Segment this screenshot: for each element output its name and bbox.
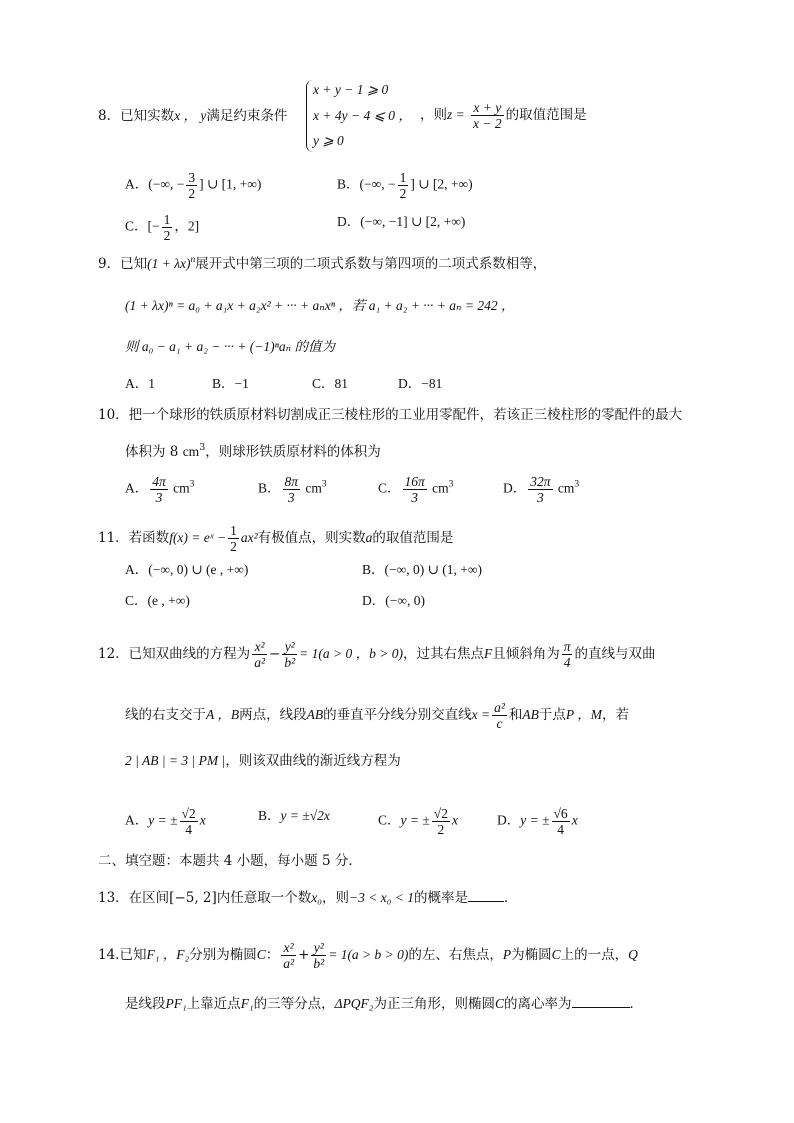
q12-x-eq: x = [471,707,491,722]
q8-option-b[interactable] [337,170,473,201]
q12-opt-a-label: A． [125,812,149,828]
q12-opt-d-pre: y = ± [520,812,550,828]
q14-x-frac [281,940,296,971]
q10-opt-d-num: 32π [530,474,551,489]
q9-line-1 [98,254,546,274]
q12-stem-f: 两点，线段 [239,707,307,723]
q13-end: ． [504,890,518,906]
q12-opt-c-den: 2 [437,822,445,837]
q9-stem-b: 展开式中第三项的二项式系数与第四项的二项式系数相等， [195,256,547,272]
q12-a2: a² [254,655,265,670]
q14-stem-e: 上的一点， [560,947,629,963]
q12-opt-a-pre: y = ± [148,812,178,828]
q14-x2: x² [281,940,296,956]
q12-opt-d-num: √6 [553,806,568,821]
q8-stem-b: 满足约束条件 [206,108,288,124]
q12-opt-c-pre: y = ± [400,812,430,828]
q12-angle-frac [562,639,573,670]
q8-opt-b-pre: B．(−∞, − [337,176,396,192]
q11-var: a [365,530,373,545]
q8-constraint-1: x + y − 1 ⩾ 0 [313,82,389,97]
q9-line-2: (1 + λx)ⁿ = a₀ + a₁x + a₂x² + ··· + aₙxⁿ ，若 a₁ + a₂ + ··· + aₙ = 242 ， [125,298,515,313]
q13-x0: x₀ [311,890,322,905]
q9-stem-a: 9．已知 [98,256,148,272]
q12-opt-a-den: 4 [185,822,192,837]
q8-stem-c: ，则 [420,107,447,123]
q10-opt-d-unit: cm [557,480,575,496]
q8-opt-c-frac [162,212,173,243]
q12-pi: π [563,639,571,654]
q14-stem-f: 是线段 [125,996,166,1012]
q10-opt-d-den: 3 [537,490,544,505]
q8-option-a[interactable] [125,170,261,201]
q12-stem-h: 和 [508,707,523,723]
q12-option-a[interactable] [125,806,206,837]
q13-answer-blank[interactable] [468,887,504,902]
q8-fraction [471,100,504,131]
q8-option-c[interactable] [125,212,199,243]
q13-stem-a: 13．在区间[−5, 2]内任意取一个数 [98,890,312,906]
q11-stem-b: 有极值点，则实数 [257,530,366,546]
q11-stem-c: 的取值范围是 [372,530,454,546]
q9-binomial [147,256,195,271]
q12-opt-d-post: x [571,812,578,828]
q12-stem-e: 线的右支交于 [125,707,206,723]
q8-opt-b-den: 2 [399,186,407,201]
q14-y2: y² [311,940,326,956]
q12-b2: b² [284,655,296,670]
q10-opt-d-frac [528,474,552,505]
q8-frac-num: x + y [471,100,504,116]
q14-line-2 [125,993,643,1014]
q10-opt-c-den: 3 [411,490,419,505]
q12-dir-num: a² [494,700,505,715]
q13-stem-b: ，则 [321,890,349,906]
q12-directrix-frac [492,700,507,731]
q14-stem-a: 14.已知 [98,947,147,963]
q11-stem [98,523,453,554]
q8-stem-d: 的取值范围是 [505,107,587,123]
q8-opt-d-text: D．(−∞, −1] ∪ [2, +∞) [337,214,466,229]
q12-line-1: 12．已知双曲线的方程为 $\frac{\text{x²}}{\text{a²}}$ − $\frac{\text{y²}}{\text{b²}}$ = 1(a > 0 ，b > 0)，过其右焦点F且倾斜角为 $\frac{\pi}{4}$ 的直线与双曲 [98,639,656,670]
q14-end: ． [629,996,644,1012]
q14-colon: ： [265,947,280,963]
q8-stem [98,106,287,126]
q9-option-c[interactable]: C．81 [312,376,349,391]
q14-stem-c: 的左、右焦点， [408,947,503,963]
q10-opt-a-frac [150,474,168,505]
q8-z: z = [447,107,465,122]
q12-segment-ab: AB [306,707,324,722]
q10-volume: 体积为 8 [125,444,179,460]
q12-x2: x² [252,639,267,655]
q8-objective [420,100,587,131]
q14-F1: F₁ [240,996,254,1011]
q10-opt-c-unit: cm [432,480,449,496]
q12-opt-d-den: 4 [557,822,564,837]
q12-opt-d-frac [552,806,570,837]
q12-opt-a-post: x [199,812,206,828]
q10-option-b[interactable]: B． $\frac{8\pi}{3}$ $cm^3$ [258,474,327,505]
q8-opt-a-frac [186,170,197,201]
q14-stem-i: 为正三角形，则椭圆 [373,996,495,1012]
q12-opt-c-num: √2 [433,806,448,821]
q8-opt-c-den: 2 [163,228,171,243]
q14-Q: Q [628,947,638,962]
q10-option-a[interactable]: A． $\frac{4\pi}{3}$ $cm^3$ [125,474,195,505]
q8-opt-b-post: ] ∪ [2, +∞) [410,176,473,192]
q12-y2: y² [282,639,297,655]
q12-stem-b: ，过其右焦点 [402,646,484,662]
q12-line-3 [125,751,401,771]
q8-opt-c-pre: C．[− [125,218,160,234]
q11-option-c[interactable]: C．(e , +∞) [125,593,190,608]
q10-opt-a-num: 4π [152,474,166,489]
q12-opt-a-num: √2 [181,806,196,821]
q12-stem-i: 于点 [538,707,566,723]
q11-frac-num: 1 [230,523,237,538]
q8-constraint-3: y ⩾ 0 [313,133,344,148]
q11-option-d[interactable]: D．(−∞, 0) [362,593,425,608]
q10-option-d[interactable]: D． $\frac{32\pi}{3}$ $cm^3$ [503,474,580,505]
q10-opt-b-den: 3 [287,490,295,505]
q12-condition: 2 | AB | = 3 | PM | [125,753,226,768]
q8-opt-a-post: ] ∪ [1, +∞) [199,176,262,192]
q14-stem-d: 为椭圆 [511,947,552,963]
q12-points-ab: A ，B [206,707,240,722]
q11-stem-a: 11．若函数 [98,530,170,546]
q8-option-d[interactable] [337,212,465,232]
q10-opt-d-label: D． [503,480,527,496]
q14-triangle: ΔPQF₂ [334,996,374,1011]
q10-line-2: 体积为 8 $cm^3$，则球形铁质原材料的体积为 [125,442,381,460]
q10-unit: cm [182,444,200,459]
q14-eq: = 1(a > b > 0) [328,947,409,962]
q8-stem-a: 8．已知实数 [98,108,175,124]
q12-opt-c-label: C． [378,812,401,828]
q8-opt-b-num: 1 [399,170,407,185]
q12-x-frac [252,639,267,670]
q10-opt-b-label: B． [258,480,281,496]
q12-F: F [483,646,493,661]
q12-four: 4 [563,655,571,670]
q10-opt-b-unit: cm [305,480,322,496]
q12-option-d[interactable] [497,806,578,837]
q10-stem-b: ，则球形铁质原材料的体积为 [205,444,381,460]
q10-opt-b-frac [283,474,301,505]
q14-y-frac [311,940,326,971]
q9-binomial-exp: n [190,255,196,265]
q14-stem-j: 的离心率为 [504,996,572,1012]
q8-vars: x ， y [174,108,207,123]
q8-opt-a-den: 2 [188,186,196,201]
q12-eq: = 1(a > 0 ，b > 0) [299,646,403,661]
q8-brace [306,80,313,152]
q12-stem-j: ，若 [602,707,630,723]
q8-opt-b-frac [398,170,409,201]
q9-option-d[interactable]: D．−81 [398,376,443,391]
q12-stem-k: ，则该双曲线的渐近线方程为 [225,753,401,769]
q9-option-b[interactable]: B．−1 [212,376,249,391]
q10-opt-a-den: 3 [155,490,163,505]
q12-y-frac [282,639,297,670]
q14-b2: b² [313,956,325,971]
q10-opt-c-frac [403,474,427,505]
q10-opt-c-num: 16π [404,474,425,489]
question-13 [98,887,518,908]
q14-C-3: C [495,996,505,1011]
q10-opt-a-label: A． [125,480,149,496]
q12-dir-den: c [496,716,503,731]
q12-segment-ab-2: AB [522,707,539,722]
q11-option-a[interactable]: A．(−∞, 0) ∪ (e , +∞) [125,562,249,577]
q11-frac-den: 2 [230,539,237,554]
q8-frac-den: x − 2 [473,116,502,131]
q11-func-tail: ax² [240,530,258,545]
q8-opt-c-num: 1 [163,212,171,227]
q14-C: C [256,947,266,962]
q12-opt-b-text: y = ±√2x [280,808,330,823]
q12-option-c[interactable] [378,806,458,837]
q10-line-1: 10．把一个球形的铁质原材料切割成正三棱柱形的工业用零配件，若该正三棱柱形的零配件的最大 [98,407,683,423]
q10-opt-a-unit: cm [173,480,190,496]
q12-opt-c-frac [432,806,450,837]
q8-opt-a-pre: A．(−∞, − [125,176,185,192]
q14-answer-blank[interactable] [572,993,630,1008]
section-2-title: 二、填空题：本题共 4 小题，每小题 5 分． [98,853,362,869]
q14-line-1: 14.已知F₁ ，F₂分别为椭圆C： $\frac{\text{x²}}{\text{a²}}$ + $\frac{\text{y²}}{\text{b²}}$ = 1(a > b > 0)的左、右焦点，P为椭圆C上的一点，Q [98,940,638,971]
q12-option-b[interactable] [258,806,330,826]
q14-P: P [502,947,512,962]
q8-opt-c-post: ，2] [174,218,200,234]
q14-stem-g: 上靠近点 [186,996,241,1012]
q14-stem-h: 的三等分点， [253,996,335,1012]
q10-opt-b-num: 8π [284,474,299,489]
q8-constraint-2: x + 4y − 4 ⩽ 0 ， [313,108,412,123]
q14-stem-b: 分别为椭圆 [189,947,257,963]
q9-binomial-base: (1 + λx) [147,256,191,271]
q10-opt-c-label: C． [378,480,401,496]
q12-points-pm: P ，M [565,707,603,722]
q12-stem-d: 的直线与双曲 [574,646,656,662]
q11-option-b[interactable]: B．(−∞, 0) ∪ (1, +∞) [362,562,483,577]
q12-stem-g: 的垂直平分线分别交直线 [323,707,472,723]
q12-stem-c: 且倾斜角为 [492,646,560,662]
q14-a2: a² [283,956,295,971]
q11-func: f(x) = eˣ − [169,530,227,545]
q14-PF1: PF₁ [165,996,187,1011]
q12-opt-b-label: B． [258,808,281,823]
q14-C-2: C [551,947,561,962]
q9-option-a[interactable]: A．1 [125,376,155,391]
q13-condition: −3 < x₀ < 1 [348,890,414,905]
q11-frac [228,523,239,554]
q12-stem-a: 12．已知双曲线的方程为 [98,646,251,662]
q12-opt-c-post: x [451,812,458,828]
q10-option-c[interactable]: C． $\frac{16\pi}{3}$ $cm^3$ [378,474,454,505]
q9-line-3: 则 a₀ − a₁ + a₂ − ··· + (−1)ⁿaₙ 的值为 [125,339,335,354]
q12-line-2 [125,700,629,731]
q12-opt-a-frac [180,806,198,837]
q14-foci: F₁ ，F₂ [146,947,190,962]
q12-opt-d-label: D． [497,812,521,828]
q13-stem-c: 的概率是 [414,890,468,906]
q8-opt-a-num: 3 [188,170,196,185]
